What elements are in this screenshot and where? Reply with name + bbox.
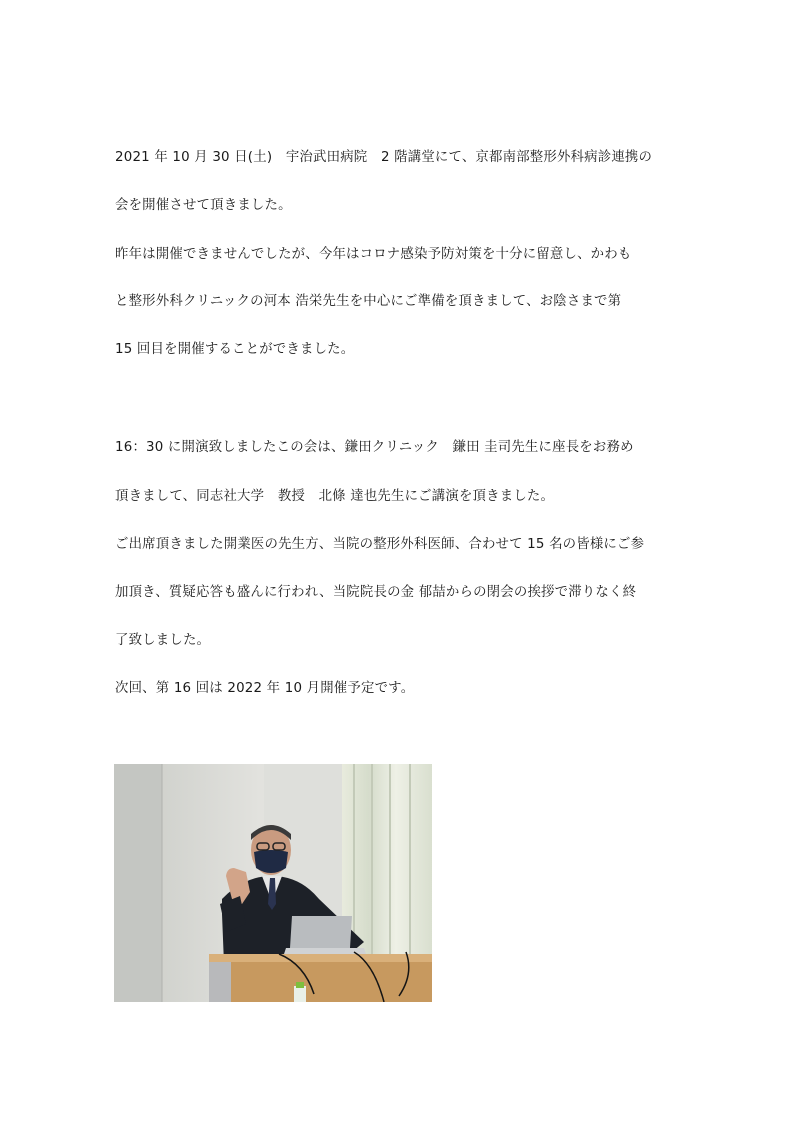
- text-line: 昨年は開催できませんでしたが、今年はコロナ感染予防対策を十分に留意し、かわも: [115, 247, 632, 262]
- text-line: と整形外科クリニックの河本 浩栄先生を中心にご準備を頂きまして、お陰さまで第: [115, 294, 622, 309]
- text-line: 加頂き、質疑応答も盛んに行われ、当院院長の金 郁喆からの閉会の挨拶で滞りなく終: [115, 585, 637, 600]
- text-line: 15 回目を開催することができました。: [115, 342, 355, 357]
- text-line: 16：30 に開演致しましたこの会は、鎌田クリニック 鎌田 圭司先生に座長をお務め: [115, 440, 634, 455]
- text-line: ご出席頂きました開業医の先生方、当院の整形外科医師、合わせて 15 名の皆様にご参: [115, 537, 645, 552]
- lecture-photo: [114, 764, 432, 1002]
- text-line: 会を開催させて頂きました。: [115, 198, 292, 213]
- text-line: 頂きまして、同志社大学 教授 北條 達也先生にご講演を頂きました。: [115, 489, 555, 504]
- text-line: 次回、第 16 回は 2022 年 10 月開催予定です。: [115, 681, 415, 696]
- text-line: 了致しました。: [115, 633, 211, 648]
- text-line: 2021 年 10 月 30 日(土) 宇治武田病院 2 階講堂にて、京都南部整形外科病診連携の: [115, 150, 653, 165]
